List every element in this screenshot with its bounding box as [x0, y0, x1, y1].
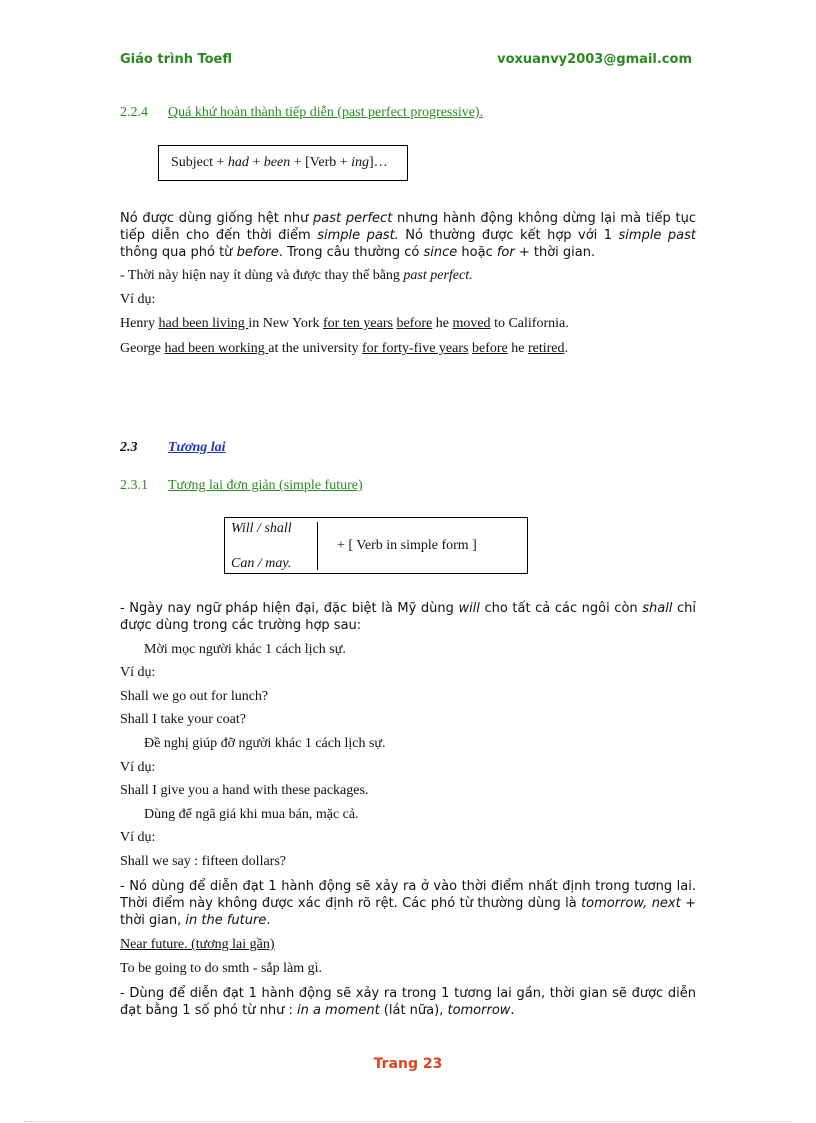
formula-box-simple-future — [224, 517, 528, 574]
formula-can-may: Can / may. — [231, 556, 292, 571]
text: (lát nữa), — [379, 1003, 448, 1018]
section-number: 2.2.4 — [120, 105, 148, 120]
example-sentence-1 — [120, 316, 569, 332]
section-heading-2-3 — [120, 440, 226, 456]
example-sentence: Shall I take your coat? — [120, 712, 246, 727]
text: before — [236, 245, 279, 260]
example-label: Ví dụ: — [120, 830, 156, 845]
text: in New York — [248, 316, 323, 331]
text: cho tất cả các ngôi còn — [479, 601, 643, 616]
formula-been: been — [263, 155, 291, 170]
page-bottom-divider — [24, 1121, 792, 1122]
paragraph-usage — [120, 210, 696, 261]
formula-text: ]… — [369, 155, 388, 170]
text: before — [471, 341, 508, 356]
formula-text: Subject + — [171, 155, 228, 170]
text: . Trong câu thường có — [278, 245, 424, 260]
text: retired — [527, 341, 565, 356]
formula-verb: + [ Verb in simple form ] — [337, 538, 477, 553]
formula-box-past-perfect-progressive — [158, 145, 408, 181]
example-label: Ví dụ: — [120, 760, 156, 775]
header-title: Giáo trình Toefl — [120, 52, 232, 67]
text: past perfect — [313, 211, 393, 226]
text: . — [564, 341, 568, 356]
example-sentence-2 — [120, 341, 568, 357]
example-sentence: Shall we say : fifteen dollars? — [120, 854, 287, 869]
formula-had: had — [227, 155, 249, 170]
text: George — [120, 341, 165, 356]
text: for ten years — [323, 316, 393, 331]
section-heading-2-3-1 — [120, 478, 363, 494]
paragraph-future-usage — [120, 878, 696, 929]
text: hoặc — [457, 245, 497, 260]
section-heading-2-2-4 — [120, 105, 483, 121]
section-title: Tương lai đơn giản (simple future) — [168, 478, 363, 493]
text: - Thời này hiện nay ít dùng và được thay thế bằng — [120, 268, 404, 283]
text: for — [496, 245, 515, 260]
text: tomorrow — [447, 1003, 511, 1018]
text: at the university — [268, 341, 362, 356]
section-title: Quá khứ hoàn thành tiếp diễn (past perfect progressive). — [168, 105, 484, 120]
text: in the future — [185, 913, 267, 928]
paragraph-near-future — [120, 985, 696, 1019]
text: before — [396, 316, 433, 331]
text: Nó được dùng giống hệt như — [120, 211, 314, 226]
text: chỉ được dùng trong các trường hợp sau: — [120, 601, 696, 633]
text: Mời mọc người khác 1 cách lịch sự. — [144, 642, 346, 657]
text: + thời gian, — [120, 896, 697, 928]
text: he — [432, 316, 453, 331]
text: to California. — [490, 316, 569, 331]
section-number: 2.3.1 — [120, 478, 148, 493]
header-email: voxuanvy2003@gmail.com — [497, 52, 692, 67]
text: - Nó dùng để diễn đạt 1 hành động sẽ xảy ra ở vào thời điểm nhất định trong tương lai. Thời điểm này không được xác định rõ rệt. Các phó từ thường dùng là — [120, 879, 696, 911]
formula-text: + — [248, 155, 264, 170]
example-label: Ví dụ: — [120, 292, 156, 307]
text: shall — [642, 601, 673, 616]
text: simple past. — [317, 228, 399, 243]
text: thông qua phó từ — [120, 245, 237, 260]
text: had been working — [164, 341, 269, 356]
formula-text: + [Verb + — [290, 155, 352, 170]
text: had been living — [158, 316, 249, 331]
text: past perfect. — [403, 268, 473, 283]
text: in a moment — [296, 1003, 380, 1018]
bullet-item-3 — [120, 807, 359, 823]
paragraph-will-shall — [120, 600, 696, 634]
near-future-heading: Near future. (tương lai gần) — [120, 937, 275, 952]
text: since — [423, 245, 458, 260]
text: will — [458, 601, 480, 616]
text: - Ngày nay ngữ pháp hiện đại, đặc biệt là Mỹ dùng — [120, 601, 459, 616]
formula-ing: ing — [351, 155, 370, 170]
formula-will-shall: Will / shall — [231, 521, 292, 536]
text: Dùng để ngã giá khi mua bán, mặc cả. — [144, 807, 359, 822]
section-number: 2.3 — [120, 440, 138, 455]
text: moved — [452, 316, 491, 331]
bullet-item-2 — [120, 736, 386, 752]
text: Nó thường được kết hợp với 1 — [398, 228, 619, 243]
text: he — [507, 341, 528, 356]
page-number: Trang 23 — [373, 1056, 443, 1072]
example-sentence: Shall we go out for lunch? — [120, 689, 269, 704]
text: nhưng hành động không dừng lại mà tiếp tục tiếp diễn cho đến thời điểm — [120, 211, 696, 243]
text: - Dùng để diễn đạt 1 hành động sẽ xảy ra trong 1 tương lai gần, thời gian sẽ được diễn đạt bằng 1 số phó từ như : — [120, 986, 696, 1018]
text: Henry — [120, 316, 159, 331]
text: Đề nghị giúp đỡ người khác 1 cách lịch sự. — [144, 736, 386, 751]
text: + thời gian. — [514, 245, 596, 260]
example-label: Ví dụ: — [120, 665, 156, 680]
text: for forty-five years — [361, 341, 469, 356]
going-to-line: To be going to do smth - sắp làm gì. — [120, 961, 323, 976]
formula-divider — [317, 522, 318, 570]
text: . — [510, 1003, 515, 1018]
note-line — [120, 268, 473, 284]
text: simple past — [618, 228, 696, 243]
example-sentence: Shall I give you a hand with these packages. — [120, 783, 369, 798]
text: tomorrow, next — [581, 896, 681, 911]
section-link-tuong-lai[interactable]: Tương lai — [168, 440, 226, 455]
text: . — [266, 913, 271, 928]
bullet-item-1 — [120, 642, 346, 658]
